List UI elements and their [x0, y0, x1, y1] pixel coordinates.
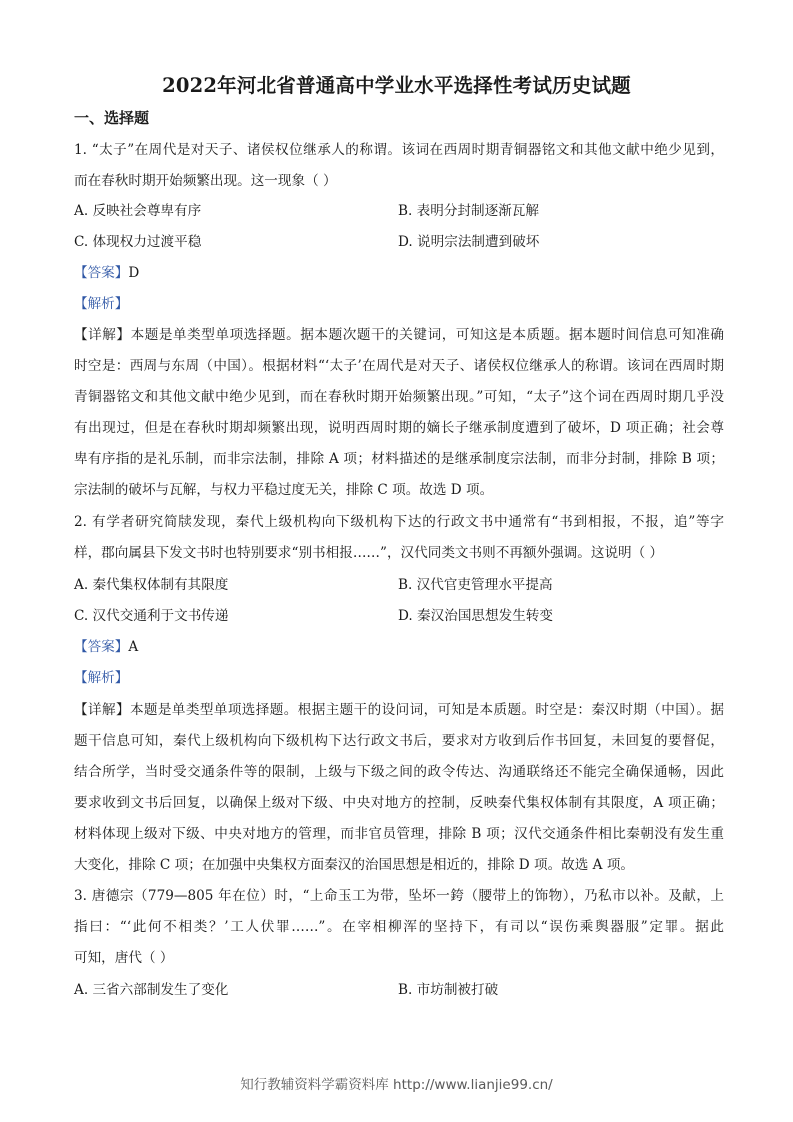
question-1-option-c: C. 体现权力过渡平稳	[74, 234, 202, 250]
answer-tag: 【答案】	[74, 639, 129, 655]
answer-value: A	[128, 639, 139, 655]
question-2-option-d: D. 秦汉治国思想发生转变	[398, 608, 553, 624]
detail-text: 本题是单类型单项选择题。根据主题干的设问词，可知是本质题。时空是：秦汉时期（中国）。据	[129, 702, 725, 718]
question-1-option-a: A. 反映社会尊卑有序	[74, 203, 202, 219]
document-title: 2022年河北省普通高中学业水平选择性考试历史试题	[162, 74, 631, 97]
question-2-detail-line-2: 题干信息可知，秦代上级机构向下级机构下达行政文书后，要求对方收到后作书回复，未回复的要督促，	[74, 733, 724, 749]
question-2-line-1: 2. 有学者研究简牍发现，秦代上级机构向下级机构下达的行政文书中通常有“书到相报，不报，追”等字	[74, 514, 724, 530]
question-3-line-2: 指曰：“‘此何不相类？’工人伏罪……”。在宰相柳浑的坚持下，有司以“误伤乘舆器服”定罪。据此	[74, 919, 724, 935]
question-2-analysis	[74, 672, 724, 686]
question-3-line-3: 可知，唐代（ ）	[74, 950, 174, 966]
question-2-line-2: 样，郡向属县下发文书时也特别要求“别书相报……”，汉代同类文书则不再额外强调。这说明（ ）	[74, 545, 664, 561]
question-2-option-a: A. 秦代集权体制有其限度	[74, 577, 229, 593]
detail-tag: 【详解】	[74, 327, 131, 343]
question-1-detail-line-4: 有出现过，但是在春秋时期却频繁出现，说明西周时期的嫡长子继承制度遭到了破坏，D 项正确；社会尊	[74, 420, 724, 436]
question-1-detail-line-5: 卑有序指的是礼乐制，而非宗法制，排除 A 项；材料描述的是继承制度宗法制，而非分封制，排除 B 项；	[74, 451, 724, 467]
analysis-tag: 【解析】	[74, 670, 129, 686]
question-1-answer	[74, 267, 724, 281]
question-1-detail-line-1	[74, 329, 724, 343]
question-2-answer	[74, 641, 724, 655]
question-2-detail-line-5: 材料体现上级对下级、中央对地方的管理，而非官员管理，排除 B 项；汉代交通条件相比秦朝没有发生重	[74, 826, 724, 842]
detail-tag: 【详解】	[74, 702, 130, 718]
question-1-option-d: D. 说明宗法制遭到破坏	[398, 234, 540, 250]
page-footer-watermark: 知行教辅资料学霸资料库 http://www.lianjie99.cn/	[240, 1077, 553, 1093]
question-1-option-b: B. 表明分封制逐渐瓦解	[398, 203, 539, 219]
question-3-option-a: A. 三省六部制发生了变化	[74, 982, 229, 998]
detail-text: 本题是单类型单项选择题。据本题次题干的关键词，可知这是本质题。据本题时间信息可知准确	[130, 327, 725, 343]
question-1-analysis	[74, 298, 724, 312]
question-2-option-b: B. 汉代官吏管理水平提高	[398, 577, 553, 593]
question-1-detail-line-2: 时空是：西周与东周（中国）。根据材料“‘太子’在周代是对天子、诸侯权位继承人的称谓。该词在西周时期	[74, 358, 724, 374]
question-3-option-b: B. 市坊制被打破	[398, 982, 499, 998]
question-2-detail-line-3: 结合所学，当时受交通条件等的限制，上级与下级之间的政令传达、沟通联络还不能完全确保通畅，因此	[74, 764, 724, 780]
question-1-line-2: 而在春秋时期开始频繁出现。这一现象（ ）	[74, 173, 337, 189]
answer-value: D	[128, 265, 140, 281]
question-2-detail-line-1	[74, 704, 724, 718]
section-heading: 一、选择题	[74, 109, 150, 127]
question-2-detail-line-6: 大变化，排除 C 项；在加强中央集权方面秦汉的治国思想是相近的，排除 D 项。故选 A 项。	[74, 857, 635, 873]
question-1-line-1: 1. “太子”在周代是对天子、诸侯权位继承人的称谓。该词在西周时期青铜器铭文和其他文献中绝少见到，	[74, 142, 724, 158]
question-1-detail-line-3: 青铜器铭文和其他文献中绝少见到，而在春秋时期开始频繁出现。”可知，“太子”这个词在西周时期几乎没	[74, 389, 724, 405]
question-2-option-c: C. 汉代交通利于文书传递	[74, 608, 229, 624]
answer-tag: 【答案】	[74, 265, 129, 281]
question-3-line-1: 3. 唐德宗（779—805 年在位）时，“上命玉工为带，坠坏一銙（腰带上的饰物），乃私市以补。及献，上	[74, 888, 724, 904]
question-2-detail-line-4: 要求收到文书后回复，以确保上级对下级、中央对地方的控制，反映秦代集权体制有其限度，A 项正确；	[74, 795, 724, 811]
analysis-tag: 【解析】	[74, 296, 129, 312]
question-1-detail-line-6: 宗法制的破坏与瓦解，与权力平稳过度无关，排除 C 项。故选 D 项。	[74, 482, 494, 498]
